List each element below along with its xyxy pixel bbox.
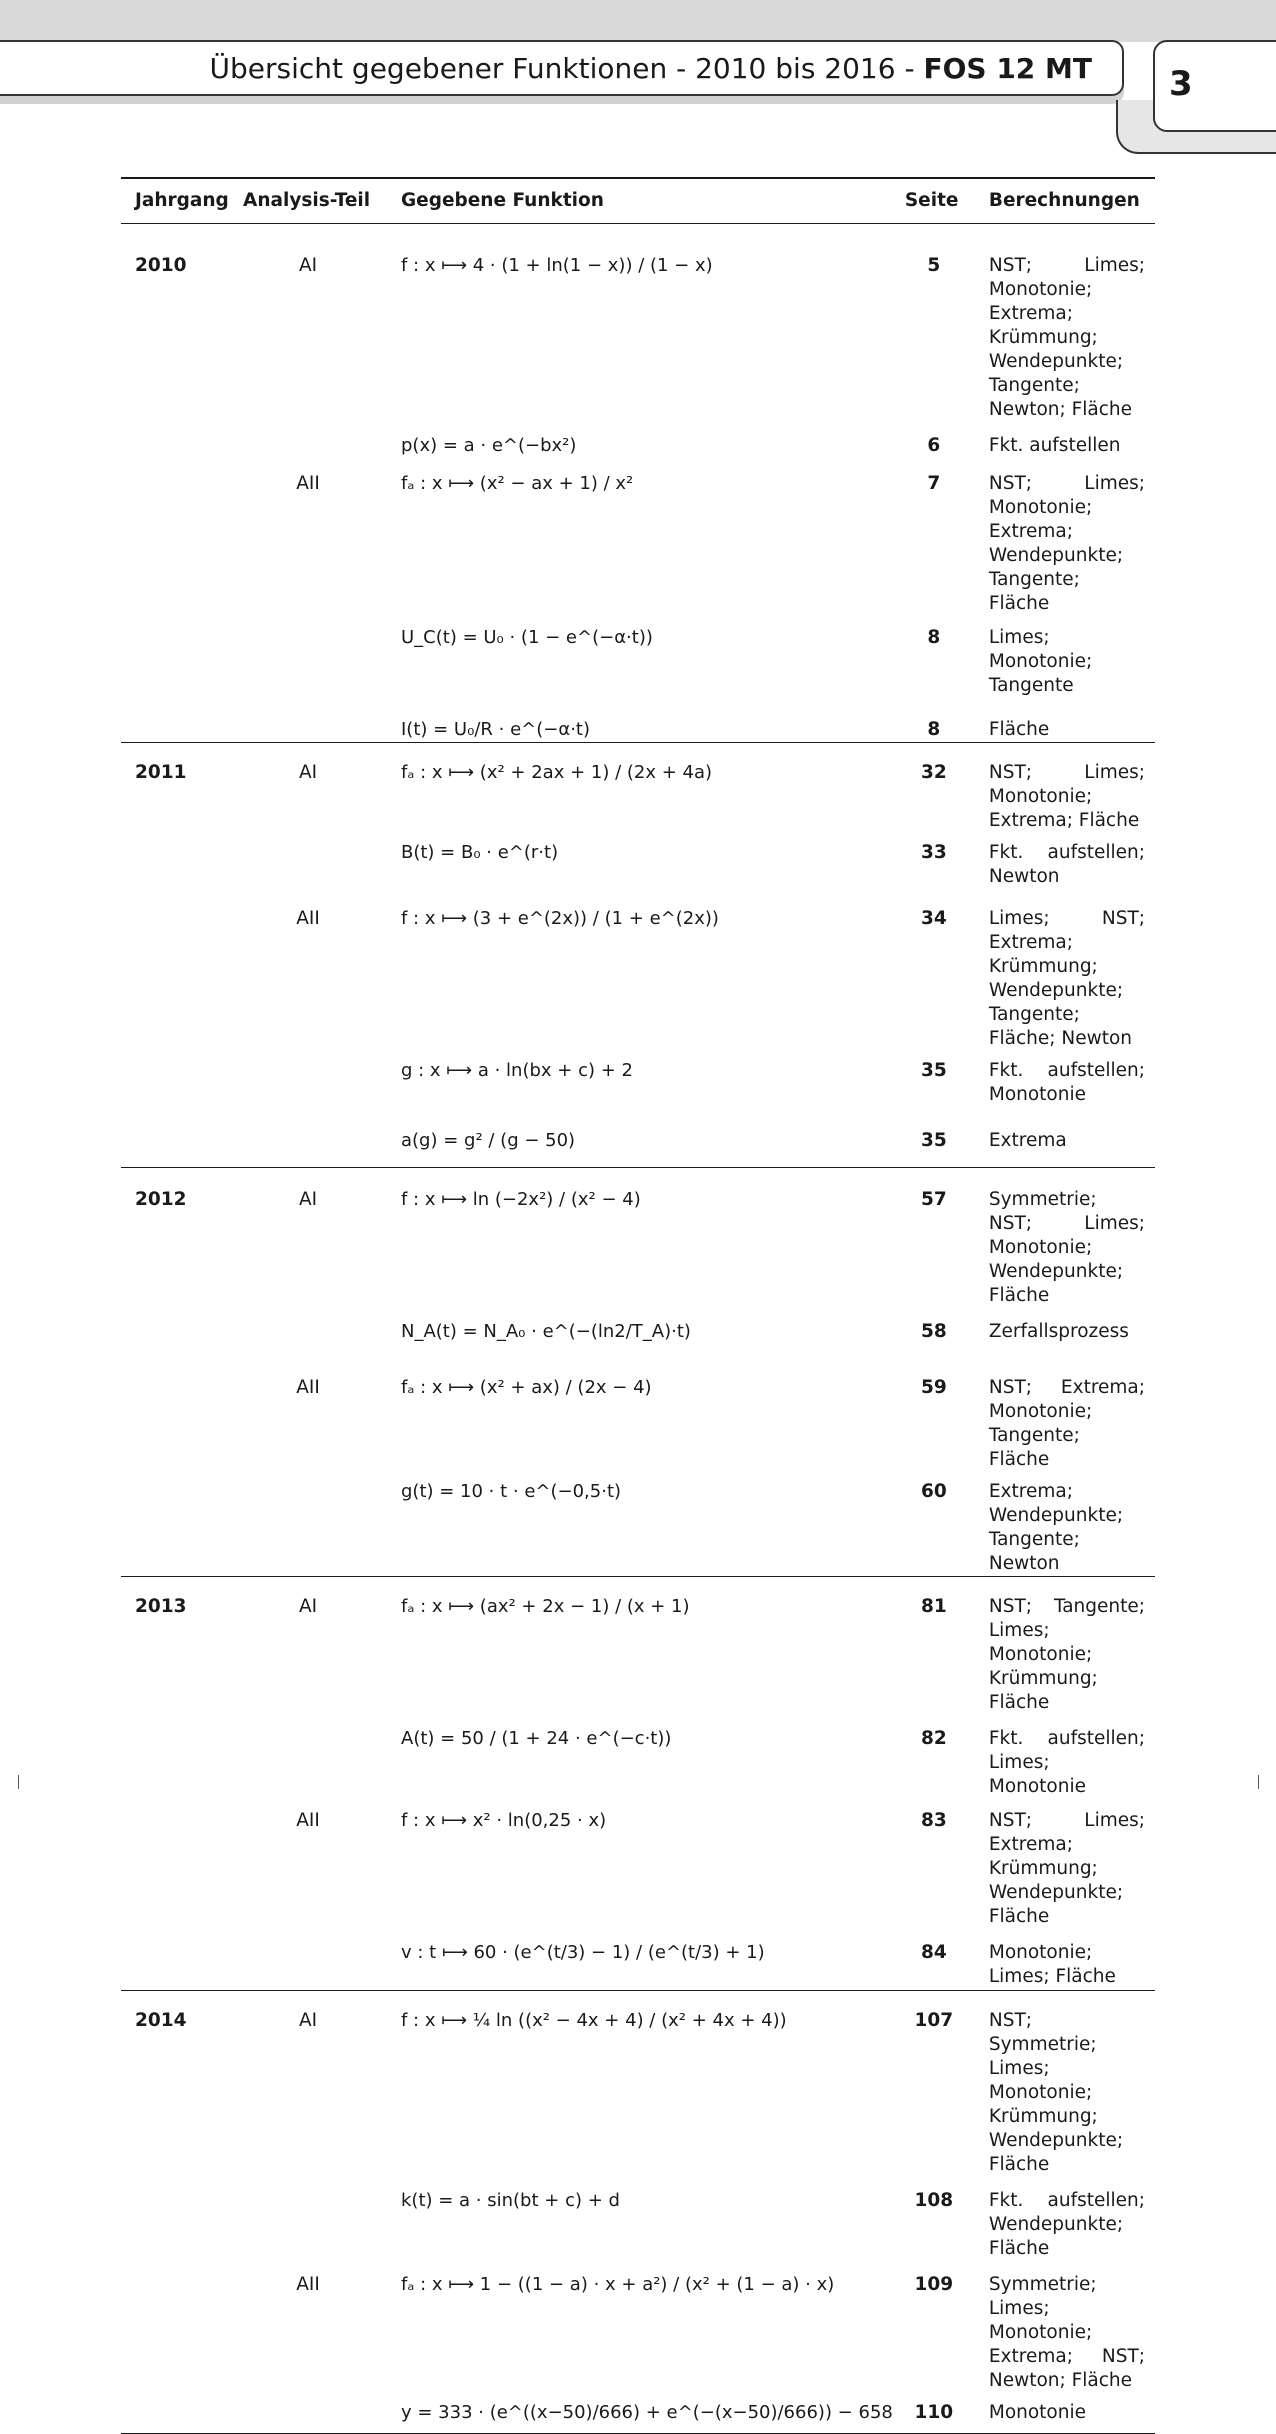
title-bold-text: FOS 12 MT <box>923 52 1092 85</box>
cell-page: 7 <box>927 473 941 494</box>
cell-part <box>237 2393 379 2433</box>
table-row <box>121 698 1155 743</box>
table-row <box>121 743 1155 834</box>
title-text: Übersicht gegebener Funktionen - 2010 bis 2016 - <box>209 52 915 85</box>
col-header-calculations: Berechnungen <box>969 178 1155 224</box>
cell-function: f : x ⟼ 4 · (1 + ln(1 − x)) / (1 − x) <box>401 255 713 276</box>
cell-year: 2011 <box>121 743 237 834</box>
cell-year: 2010 <box>135 255 187 276</box>
cell-function: k(t) = a · sin(bt + c) + d <box>401 2190 620 2211</box>
table-row <box>121 1991 1155 2178</box>
cell-year: 2013 <box>121 1576 237 1715</box>
cell-function: f : x ⟼ x² · ln(0,25 · x) <box>401 1809 607 1831</box>
cell-part: AI <box>237 1576 379 1715</box>
table-row <box>121 1715 1155 1799</box>
cell-page: 34 <box>920 908 947 929</box>
cell-year <box>121 616 237 698</box>
cell-function: B(t) = B₀ · e^(r·t) <box>401 842 559 863</box>
cell-part: AII <box>296 1809 320 1831</box>
table-row <box>121 1308 1155 1366</box>
cell-function: p(x) = a · e^(−bx²) <box>401 435 577 456</box>
cell-page: 60 <box>920 1480 947 1502</box>
cell-part: AI <box>237 743 379 834</box>
col-header-part: Analysis-Teil <box>237 178 379 224</box>
table-row <box>121 889 1155 1051</box>
cell-year <box>121 833 237 889</box>
table-row <box>121 422 1155 458</box>
col-header-page: Seite <box>899 178 969 224</box>
cell-page: 81 <box>899 1576 969 1715</box>
cell-function: fₐ : x ⟼ 1 − ((1 − a) · x + a²) / (x² + (1 − a) · x) <box>401 2274 835 2295</box>
cell-function: g : x ⟼ a · ln(bx + c) + 2 <box>401 1060 633 1081</box>
cell-page: 5 <box>927 255 941 276</box>
cell-calculations: NST; Limes; Extrema; Krümmung; Wendepunkte; Fläche <box>988 1809 1145 1927</box>
cell-part: AII <box>296 2274 320 2295</box>
cell-part <box>237 1472 379 1577</box>
cell-function: f : x ⟼ ln (−2x²) / (x² − 4) <box>379 1167 899 1308</box>
cell-page: 57 <box>899 1167 969 1308</box>
cell-calculations: Limes; Monotonie; Tangente <box>988 627 1093 696</box>
table-row <box>121 224 1155 423</box>
cell-function: U_C(t) = U₀ · (1 − e^(−α·t)) <box>401 627 653 648</box>
table-row <box>121 1366 1155 1472</box>
cell-year <box>121 1366 237 1472</box>
cell-calculations: Fkt. aufstellen <box>988 435 1121 456</box>
cell-year <box>121 1929 237 1991</box>
cell-calculations: Monotonie; Limes; Fläche <box>988 1941 1116 1987</box>
cell-calculations: NST; Limes; Monotonie; Extrema; Fläche <box>969 743 1155 834</box>
table-body <box>121 224 1155 2434</box>
cell-calculations: Fläche <box>988 719 1050 740</box>
cell-function: fₐ : x ⟼ (x² + ax) / (2x − 4) <box>401 1376 652 1398</box>
cell-page: 33 <box>920 842 947 863</box>
cell-function: I(t) = U₀/R · e^(−α·t) <box>401 719 590 740</box>
cell-page: 84 <box>920 1941 947 1963</box>
cell-page: 35 <box>920 1130 947 1151</box>
cell-year <box>121 458 237 616</box>
top-band <box>0 0 1276 42</box>
table-row <box>121 2177 1155 2261</box>
cell-year <box>121 2177 237 2261</box>
cell-part <box>237 2177 379 2261</box>
cell-calculations: Extrema; Wendepunkte; Tangente; Newton <box>988 1480 1124 1574</box>
cell-calculations: Fkt. aufstellen; Limes; Monotonie <box>988 1727 1145 1797</box>
table-header-row <box>121 178 1155 224</box>
cell-part <box>237 1308 379 1366</box>
cell-function: fₐ : x ⟼ (x² + 2ax + 1) / (2x + 4a) <box>379 743 899 834</box>
cell-calculations: NST; Symmetrie; Limes; Monotonie; Krümmung; Wendepunkte; Fläche <box>969 1991 1155 2178</box>
table-row <box>121 1799 1155 1929</box>
cell-part: AII <box>296 473 320 494</box>
functions-overview-table <box>121 177 1155 2434</box>
cell-year: 2012 <box>121 1167 237 1308</box>
cell-calculations: Symmetrie; Limes; Monotonie; Extrema; NST; Newton; Fläche <box>988 2274 1145 2391</box>
cell-part: AI <box>237 1991 379 2178</box>
cell-calculations: NST; Limes; Monotonie; Extrema; Krümmung; Wendepunkte; Tangente; Newton; Fläche <box>988 255 1145 420</box>
cell-calculations: Limes; NST; Extrema; Krümmung; Wendepunkte; Tangente; Fläche; Newton <box>988 908 1145 1049</box>
cell-year <box>121 2393 237 2433</box>
col-header-year: Jahrgang <box>121 178 237 224</box>
cell-year <box>121 1051 237 1107</box>
cell-function: y = 333 · (e^((x−50)/666) + e^(−(x−50)/666)) − 658 <box>379 2393 899 2433</box>
table-row <box>121 833 1155 889</box>
cell-part <box>237 833 379 889</box>
page-title <box>210 52 1092 85</box>
cell-part <box>237 422 379 458</box>
cell-page: 32 <box>899 743 969 834</box>
cell-page: 6 <box>927 435 941 456</box>
cell-calculations: Fkt. aufstellen; Newton <box>988 842 1145 887</box>
table-row <box>121 2393 1155 2433</box>
cell-part: AI <box>298 255 318 276</box>
cell-part <box>237 616 379 698</box>
cell-year <box>121 2261 237 2393</box>
crop-mark <box>1258 1775 1259 1789</box>
cell-calculations: Zerfallsprozess <box>988 1320 1129 1342</box>
page-number: 3 <box>1169 64 1193 104</box>
cell-year <box>121 1715 237 1799</box>
cell-year <box>121 1308 237 1366</box>
cell-page: 8 <box>927 719 941 740</box>
cell-page: 109 <box>914 2274 954 2295</box>
table-row <box>121 1576 1155 1715</box>
cell-part <box>237 1051 379 1107</box>
cell-calculations: Extrema <box>988 1130 1067 1151</box>
table-row <box>121 1107 1155 1167</box>
cell-calculations: Symmetrie; NST; Limes; Monotonie; Wendepunkte; Fläche <box>969 1167 1155 1308</box>
cell-year: 2014 <box>121 1991 237 2178</box>
page-number-box <box>1153 40 1276 132</box>
cell-function: f : x ⟼ (3 + e^(2x)) / (1 + e^(2x)) <box>401 908 719 929</box>
cell-calculations: Monotonie <box>969 2393 1155 2433</box>
cell-part: AI <box>237 1167 379 1308</box>
cell-year <box>121 1472 237 1577</box>
cell-part <box>237 1715 379 1799</box>
cell-function: v : t ⟼ 60 · (e^(t/3) − 1) / (e^(t/3) + 1) <box>401 1941 765 1963</box>
cell-calculations: NST; Tangente; Limes; Monotonie; Krümmung; Fläche <box>969 1576 1155 1715</box>
cell-page: 8 <box>927 627 941 648</box>
cell-page: 58 <box>920 1320 947 1342</box>
table-row <box>121 458 1155 616</box>
cell-part <box>237 1107 379 1167</box>
cell-page: 108 <box>914 2190 954 2211</box>
cell-calculations: NST; Extrema; Monotonie; Tangente; Fläche <box>988 1376 1145 1470</box>
cell-part <box>237 1929 379 1991</box>
cell-function: A(t) = 50 / (1 + 24 · e^(−c·t)) <box>401 1727 672 1749</box>
cell-function: a(g) = g² / (g − 50) <box>401 1130 576 1151</box>
cell-calculations: Fkt. aufstellen; Wendepunkte; Fläche <box>988 2190 1145 2259</box>
table-row <box>121 616 1155 698</box>
cell-function: fₐ : x ⟼ (x² − ax + 1) / x² <box>401 473 634 494</box>
cell-function: fₐ : x ⟼ (ax² + 2x − 1) / (x + 1) <box>379 1576 899 1715</box>
cell-year <box>121 698 237 743</box>
cell-function: g(t) = 10 · t · e^(−0,5·t) <box>401 1480 622 1502</box>
table-row <box>121 1167 1155 1308</box>
cell-year <box>121 1799 237 1929</box>
header-bar <box>0 40 1124 96</box>
cell-year <box>121 1107 237 1167</box>
cell-page: 35 <box>920 1060 947 1081</box>
cell-page: 110 <box>899 2393 969 2433</box>
cell-part: AII <box>296 1376 320 1398</box>
col-header-function: Gegebene Funktion <box>379 178 899 224</box>
table-row <box>121 2261 1155 2393</box>
cell-page: 82 <box>920 1727 947 1749</box>
crop-mark <box>18 1775 19 1789</box>
cell-page: 83 <box>920 1809 947 1831</box>
cell-calculations: NST; Limes; Monotonie; Extrema; Wendepunkte; Tangente; Fläche <box>988 473 1145 614</box>
cell-year <box>121 422 237 458</box>
cell-function: N_A(t) = N_A₀ · e^(−(ln2/T_A)·t) <box>401 1320 691 1342</box>
table-row <box>121 1472 1155 1577</box>
cell-part <box>237 698 379 743</box>
cell-page: 59 <box>920 1376 947 1398</box>
table-row <box>121 1929 1155 1991</box>
cell-part: AII <box>296 908 320 929</box>
cell-function: f : x ⟼ ¼ ln ((x² − 4x + 4) / (x² + 4x + 4)) <box>379 1991 899 2178</box>
cell-calculations: Fkt. aufstellen; Monotonie <box>988 1060 1145 1105</box>
cell-year <box>121 889 237 1051</box>
table-row <box>121 1051 1155 1107</box>
cell-page: 107 <box>899 1991 969 2178</box>
